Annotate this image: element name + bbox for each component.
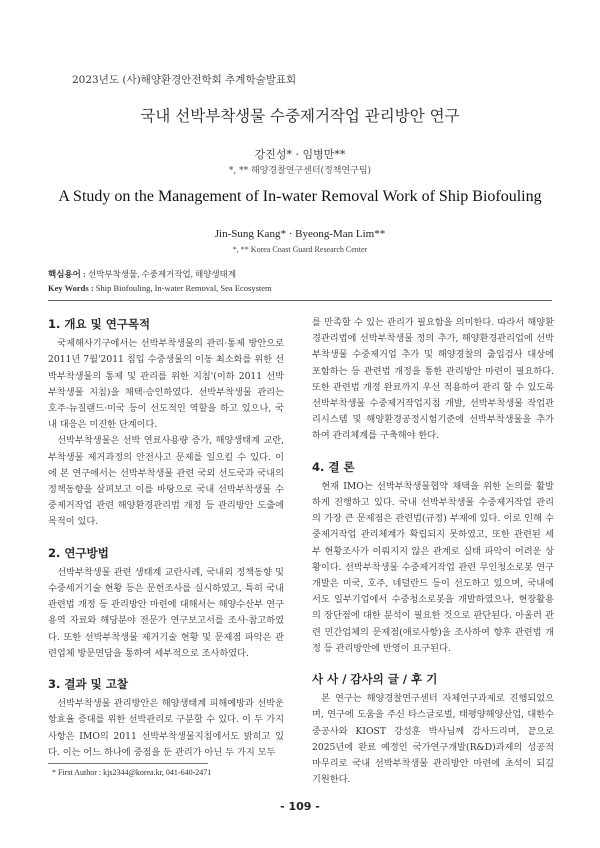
section-heading-intro: 1. 개요 및 연구목적 [48,317,151,331]
section-heading-conclusion: 4. 결 론 [312,459,355,474]
paper-title-korean: 국내 선박부착생물 수중제거작업 관리방안 연구 [140,107,460,125]
keywords-korean-text: 선박부착생물, 수중제거작업, 해양생태계 [87,269,237,279]
paper-title-english: A Study on the Management of In-water Removal Work of Ship Biofouling [58,188,542,205]
keywords-korean [48,268,236,280]
footnote: * First Author : kjs2344@korea.kr, 041-640-2471 [52,768,212,777]
right-column [312,315,554,788]
authors-english: Jin-Sung Kang* · Byeong-Man Lim** [214,228,386,240]
keywords-english-text: Ship Biofouling, In-water Removal, Sea Ecosystem [95,283,272,293]
paragraph: 현재 IMO는 선박부착생물협약 채택을 위한 논의를 활발하게 진행하고 있다. 국내 선박부착생물 수중제거작업 관리의 가장 큰 문제점은 관련법(규정) 부재에 있다. 이로 인해 수중제거작업 관리체계가 확립되지 못하였고, 또한 관련된 세부 현황조사가 이뤄지지 않은 관계로 실태 파악이 어려운 상황이다. 선박부착생물 수중제거작업 관련 무인청소로봇 연구개발은 미국, 호주, 네덜란드 등이 선도하고 있으며, 국내에서도 일부기업에서 수중청소로봇을 개발하였으나, 현장활용의 장단점에 대한 분석이 필요한 것으로 판단된다. 아울러 관련 민간업체의 문제점(애로사항)을 조사하여 향후 관련법 개정 등 관리방안에 반영이 요구된다. [312,480,554,654]
section-heading-acknowledgement: 사 사 / 감사의 글 / 후 기 [312,672,438,687]
paragraph: 선박부착생물 관리방안은 해양생태계 피해예방과 선박운항효율 증대를 위한 선박관리로 구분할 수 있다. 이 두 가지 사항은 IMO의 2011 선박부착생물지침에서도 밝히고 있다. 이는 어느 하나에 중점을 둔 관리가 아닌 두 가지 모두 [48,698,284,758]
keywords-korean-label: 핵심용어 : [48,269,86,279]
keywords-english [48,283,272,293]
footnote-divider [48,763,208,764]
authors-korean: 강진성* · 임병만** [254,148,346,161]
left-column [48,316,284,761]
header-divider [48,300,552,301]
section-heading-methods: 2. 연구방법 [48,545,109,560]
paragraph: 본 연구는 해양경찰연구센터 자체연구과제로 진행되었으며, 연구에 도움을 주신 타스글로벌, 태평양해양산업, 대한수중공사와 KIOST 강성훈 박사님께 감사드리며, 끝으로 2025년에 완료 예정인 국가연구개발(R&D)과제의 성공적 마무리로 국내 선박부착생물 관리방안 마련에 초석이 되길 기원한다. [312,693,554,786]
paragraph: 를 만족할 수 있는 관리가 필요함을 의미한다. 따라서 해양환경관리법에 선박부착생물 정의 추가, 해양환경관리업에 선박부착생물 수중제거업 추가 및 해양경찰의 출입검사 대상에 포함하는 등 관련법 개정을 통한 관리방안 마련이 필요하다. 또한 관련법 개정 완료까지 우선 적용하여 관리 할 수 있도록 선박부착생물 수중제거작업지침 개발, 선박부착생물 작업관리시스템 및 해양환경공정시험기준에 선박부착생물을 추가하여 관리체계를 구축해야 한다. [312,317,554,442]
affiliation-korean: *, ** 해양경찰연구센터(정책연구팀) [228,166,372,176]
paragraph: 국제해사기구에서는 선박부착생물의 관리·통제 방안으로 2011년 7월'2011 침입 수중생물의 이동 최소화를 위한 선박부착생물의 통제 및 관리를 위한 지침'(이하 2011 선박부착생물 지침)을 채택·승인하였다. 선박부착생물 관리는 호주·뉴질랜드·미국 등이 선도적인 역할을 하고 있으나, 국내 대응은 미진한 단계이다. [48,338,284,431]
paragraph: 선박부착생물 관련 생태계 교란사례, 국내외 정책동향 및 수중세거기술 현황 등은 문헌조사를 실시하였고, 특히 국내 관련법 개정 등 관리방안 마련에 대해서는 해양수산부 연구용역 자료와 해당분야 전문가 연구보고서를 조사·참고하였다. 또한 선박부착생물 제거기술 현황 및 문제점 파악은 관련업체 방문면담을 통하여 세부적으로 조사하였다. [48,566,284,659]
conference-header: 2023년도 (사)해양환경안전학회 추계학술발표회 [72,74,297,86]
affiliation-english: *, ** Korea Coast Guard Research Center [232,245,368,254]
section-heading-results: 3. 결과 및 고찰 [48,677,128,692]
page-number: - 109 - [280,800,320,813]
keywords-english-label: Key Words : [48,283,94,293]
paragraph: 선박부착생물은 선박 연료사용량 증가, 해양생태계 교란, 부착생물 제거과정의 안전사고 문제를 일으킬 수 있다. 이에 본 연구에서는 선박부착생물 관련 국외 선도국과 국내의 정책동향을 살펴보고 이를 바탕으로 국내 선박부착생물 수중제거작업 관련 해양환경관리법 개정 등 관리방안 도출에 목적이 있다. [48,435,284,528]
